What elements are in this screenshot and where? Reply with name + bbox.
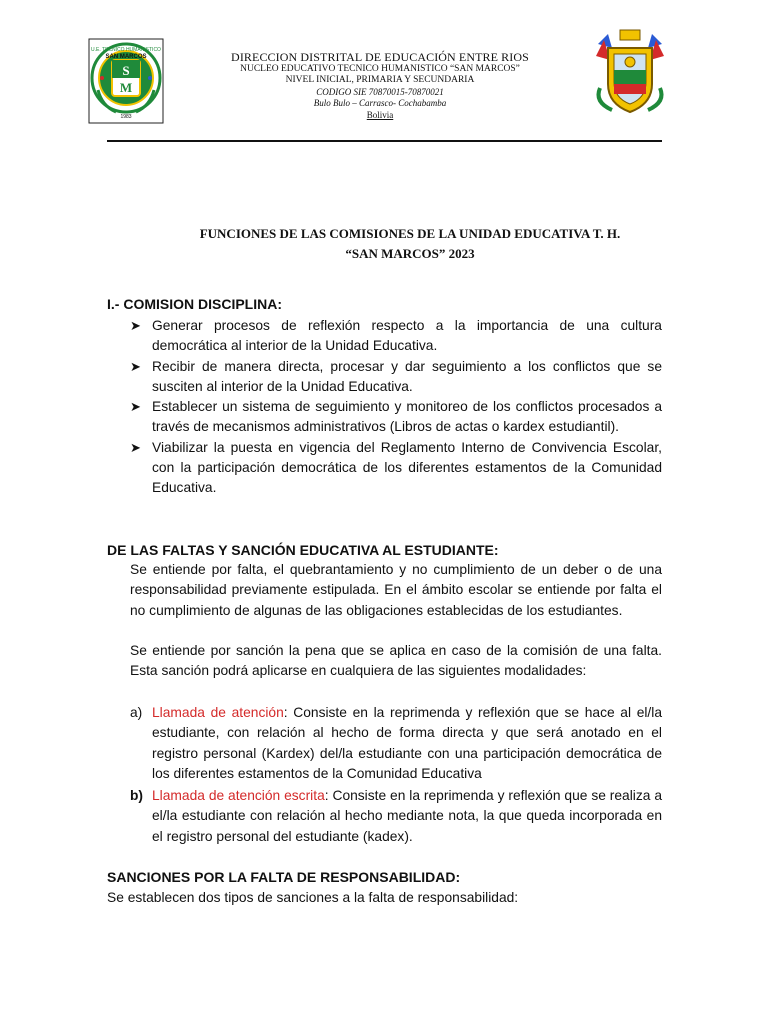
section-heading-faltas: DE LAS FALTAS Y SANCIÓN EDUCATIVA AL ESTUDIANTE: [107, 542, 499, 558]
header-divider [107, 140, 662, 142]
list-item [130, 786, 662, 847]
letterhead-line-1: DIRECCION DISTRITAL DE EDUCACIÓN ENTRE RIOS [231, 50, 529, 64]
crest-year: 1983 [120, 114, 132, 120]
list-item-text: Establecer un sistema de seguimiento y monitoreo de los conflictos procesados a través de mecanismos administrativos (Libros de actas o kardex estudiantil). [152, 399, 662, 435]
list-item [130, 703, 662, 784]
list-item-text: Recibir de manera directa, procesar y dar seguimiento a los conflictos que se susciten al interior de la Unidad Educativa. [152, 358, 662, 394]
section-heading-sanciones: SANCIONES POR LA FALTA DE RESPONSABILIDAD: [107, 869, 461, 885]
paragraph-falta-definition: Se entiende por falta, el quebrantamiento y no cumplimiento de un deber o de una responsabilidad previamente estipulada. En el ámbito escolar se entiende por falta el no cumplimiento de algunas de las obligaciones establecidas de los estudiantes. [130, 562, 662, 618]
letterhead-line-3: NIVEL INICIAL, PRIMARIA Y SECUNDARIA [285, 75, 475, 85]
sancion-modalities-list [130, 703, 662, 847]
list-item [130, 397, 662, 438]
crest-top-text: U.E. TECNICO HUMANISTICO [91, 47, 161, 53]
sanciones-intro-line: Se establecen dos tipos de sanciones a la falta de responsabilidad: [107, 890, 519, 905]
list-item-text: : Consiste en la reprimenda y reflexión que se realiza a el/la estudiante con relación al hecho mediante nota, la que queda incorporada en el registro personal del estudiante (kadex). [152, 788, 662, 844]
list-item [130, 316, 662, 357]
arrowhead-bullet-icon: ➤ [130, 318, 141, 333]
list-item-text: : Consiste en la reprimenda y reflexión que se hace al el/la estudiante, con relación al hecho de forma directa y que será anotado en el registro personal (Kardex) del/la estudiante con una participación democrática de los diferentes estamentos de la Comunidad Educativa [152, 705, 663, 781]
crest-letter-s: S [122, 63, 130, 78]
document-title-line-2: “SAN MARCOS” 2023 [345, 246, 475, 261]
disciplina-bullet-list [130, 316, 662, 499]
list-item-label: a) [130, 705, 143, 720]
letterhead-line-4: CODIGO SIE 70870015-70870021 [316, 86, 444, 97]
arrowhead-bullet-icon: ➤ [130, 439, 141, 455]
crest-ring-text: SAN MARCOS [105, 54, 147, 60]
list-item-label: b) [130, 788, 144, 804]
letterhead-line-2: NUCLEO EDUCATIVO TECNICO HUMANISTICO “SAN MARCOS” [240, 63, 520, 74]
list-item [130, 357, 662, 398]
municipal-coat-of-arms-logo [590, 26, 670, 118]
section-heading-disciplina: I.- COMISION DISCIPLINA: [107, 296, 282, 312]
list-item [130, 438, 662, 499]
arrowhead-bullet-icon: ➤ [130, 358, 141, 374]
list-item-text: Viabilizar la puesta en vigencia del Reglamento Interno de Convivencia Escolar, con la participación democrática de los diferentes estamentos de la Comunidad Educativa. [152, 439, 662, 496]
document-title-line-1: FUNCIONES DE LAS COMISIONES DE LA UNIDAD EDUCATIVA T. H. [199, 226, 621, 241]
school-crest-logo [88, 38, 164, 124]
list-item-term: Llamada de atención [152, 705, 284, 720]
letterhead [195, 52, 565, 121]
list-item-text: Generar procesos de reflexión respecto a la importancia de una cultura democrática al interior de la Unidad Educativa. [152, 318, 662, 354]
letterhead-line-5: Bulo Bulo – Carrasco- Cochabamba [313, 98, 447, 108]
document-title [140, 224, 680, 264]
list-item-term: Llamada de atención escrita [152, 788, 325, 804]
letterhead-line-6: Bolivia [366, 109, 394, 120]
crest-letter-m: M [119, 80, 133, 95]
paragraph-sancion-definition: Se entiende por sanción la pena que se aplica en caso de la comisión de una falta. Esta sanción podrá aplicarse en cualquiera de las siguientes modalidades: [130, 643, 662, 679]
arrowhead-bullet-icon: ➤ [130, 399, 141, 415]
